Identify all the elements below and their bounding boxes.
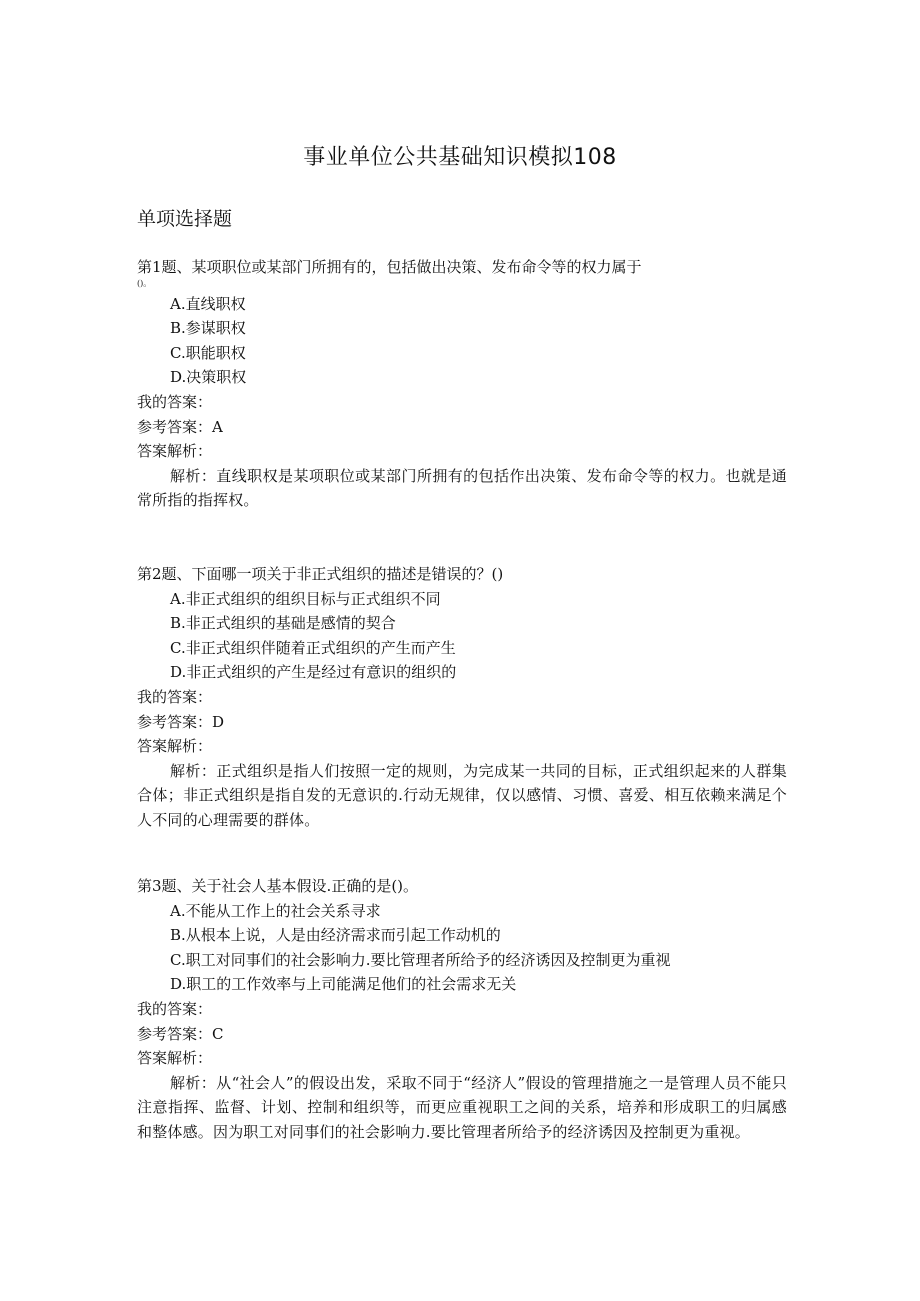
reference-answer: 参考答案：C <box>137 1024 224 1043</box>
option-b: B.从根本上说，人是由经济需求而引起工作动机的 <box>170 926 501 945</box>
question-1 <box>137 255 787 513</box>
question-3 <box>137 874 787 1145</box>
option-a: A.非正式组织的组织目标与正式组织不同 <box>170 589 441 608</box>
my-answer-label: 我的答案： <box>137 999 213 1018</box>
analysis-label: 答案解析： <box>137 737 213 756</box>
explanation-text: 解析：直线职权是某项职位或某部门所拥有的包括作出决策、发布命令等的权力。也就是通常所指的指挥权。 <box>137 466 787 510</box>
section-heading: 单项选择题 <box>137 208 233 230</box>
my-answer-label: 我的答案： <box>137 392 213 411</box>
my-answer-label: 我的答案： <box>137 687 213 706</box>
option-c: C.职能职权 <box>170 343 246 362</box>
reference-answer: 参考答案：A <box>137 417 223 436</box>
option-a: A.不能从工作上的社会关系寻求 <box>170 901 381 920</box>
option-b: B.参谋职权 <box>170 319 246 338</box>
question-2 <box>137 562 787 833</box>
explanation-text: 解析：从“社会人”的假设出发，采取不同于“经济人”假设的管理措施之一是管理人员不能只注意指挥、监督、计划、控制和组织等，而更应重视职工之间的关系，培养和形成职工的归属感和整体感。因为职工对同事们的社会影响力.要比管理者所给予的经济诱因及控制更为重视。 <box>137 1073 787 1141</box>
option-d: D.决策职权 <box>170 368 247 387</box>
option-d: D.职工的工作效率与上司能满足他们的社会需求无关 <box>170 975 517 994</box>
question-stem: 第1题、某项职位或某部门所拥有的，包括做出决策、发布命令等的权力属于 <box>137 258 642 276</box>
question-stem: 第2题、下面哪一项关于非正式组织的描述是错误的？() <box>137 565 504 583</box>
page-title: 事业单位公共基础知识模拟108 <box>303 145 617 170</box>
analysis-label: 答案解析： <box>137 442 213 461</box>
question-stem-tail: ()。 <box>137 278 152 288</box>
question-stem: 第3题、关于社会人基本假设.正确的是()。 <box>137 877 419 895</box>
analysis-label: 答案解析： <box>137 1049 213 1068</box>
option-a: A.直线职权 <box>170 294 246 313</box>
explanation-text: 解析：正式组织是指人们按照一定的规则，为完成某一共同的目标，正式组织起来的人群集合体；非正式组织是指自发的无意识的.行动无规律，仅以感情、习惯、喜爱、相互依赖来满足个人不同的心理需要的群体。 <box>137 761 787 829</box>
option-b: B.非正式组织的基础是感情的契合 <box>170 614 396 633</box>
option-c: C.职工对同事们的社会影响力.要比管理者所给予的经济诱因及控制更为重视 <box>170 950 671 969</box>
option-c: C.非正式组织伴随着正式组织的产生而产生 <box>170 638 456 657</box>
reference-answer: 参考答案：D <box>137 712 225 731</box>
option-d: D.非正式组织的产生是经过有意识的组织的 <box>170 663 457 682</box>
